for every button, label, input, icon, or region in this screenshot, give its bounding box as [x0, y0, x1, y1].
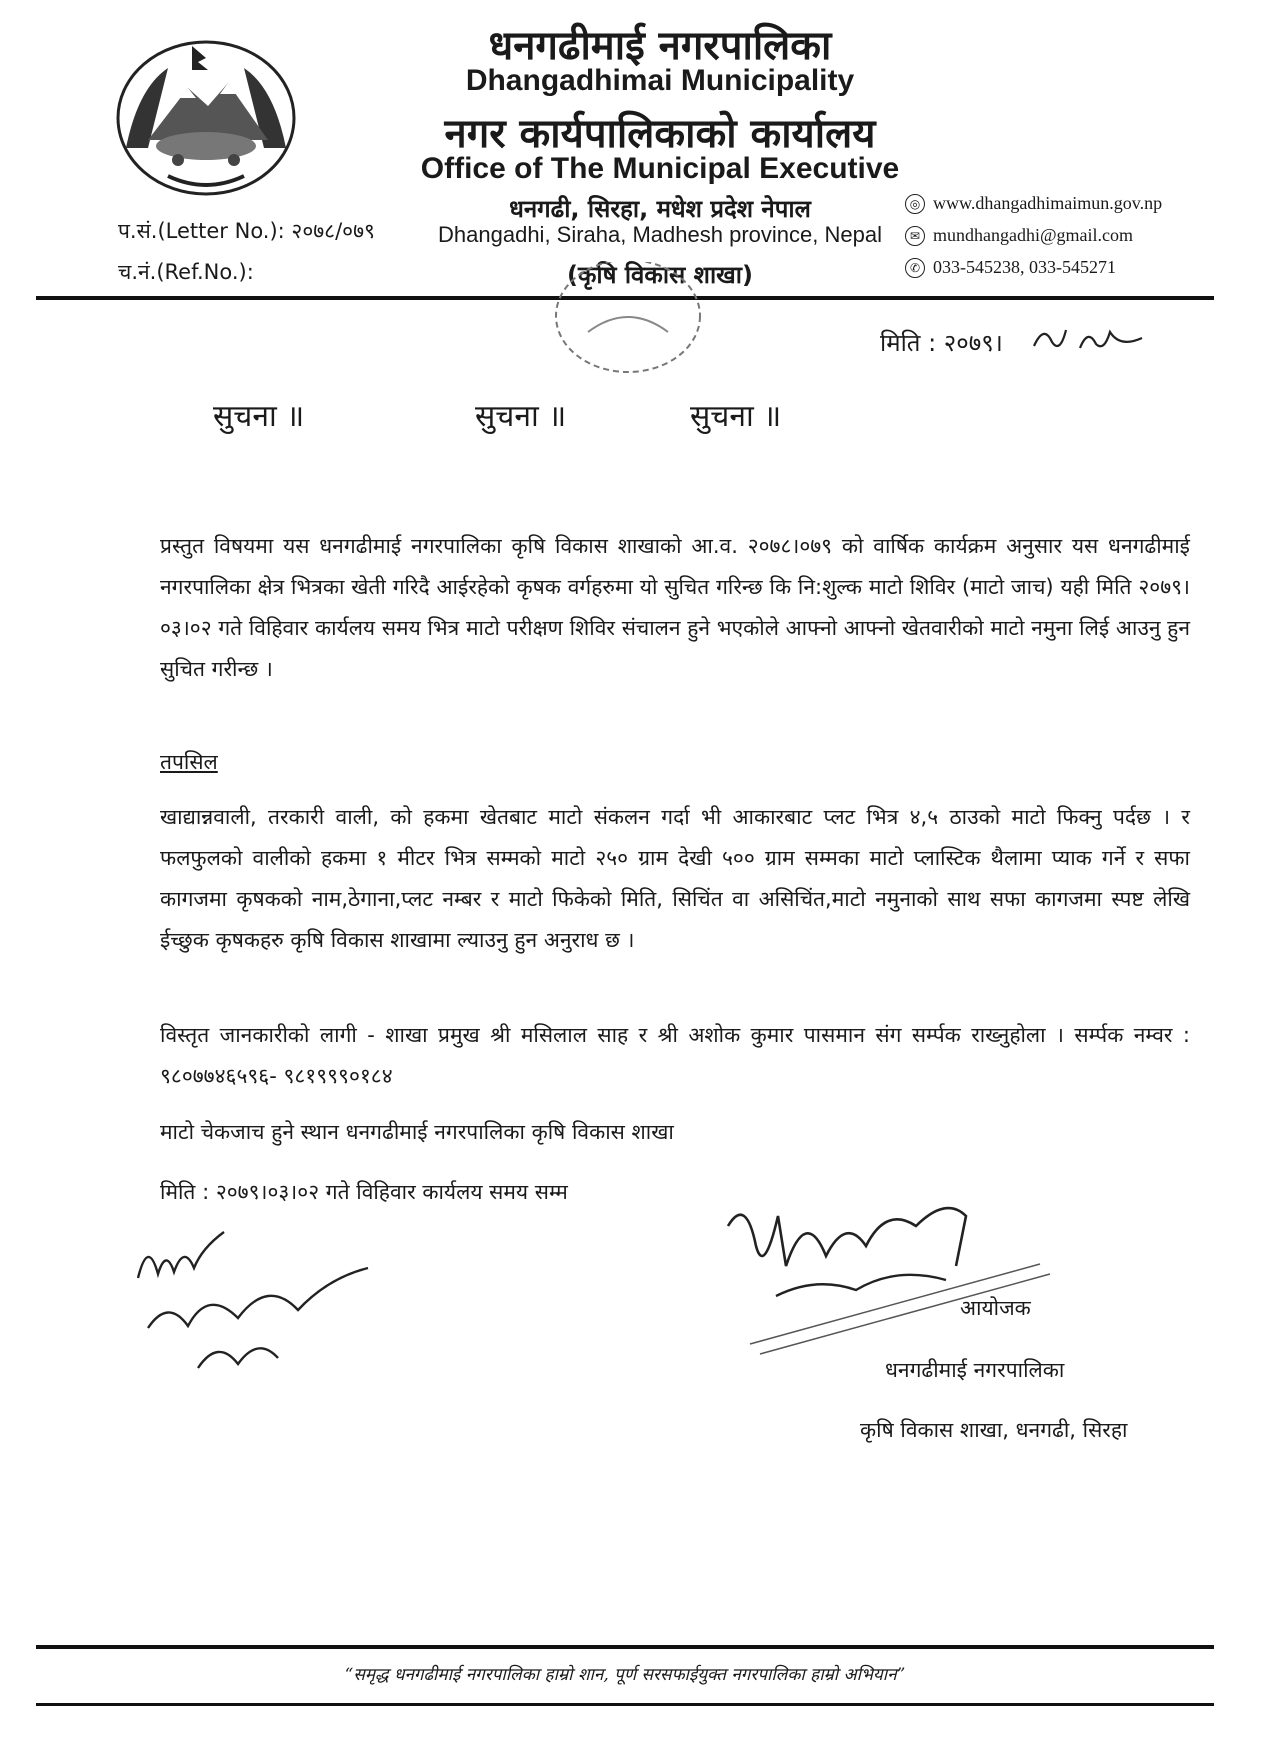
footer-divider-top — [36, 1645, 1214, 1649]
paragraph-intro: प्रस्तुत विषयमा यस धनगढीमाई नगरपालिका कृषि विकास शाखाको आ.व. २०७८।०७९ को वार्षिक कार्यक्रम अनुसार यस धनगढीमाई नगरपालिका क्षेत्र भित्रका खेती गरिदै आईरहेको कृषक वर्गहरुमा यो सुचित गरिन्छ कि नि:शुल्क माटो शिविर (माटो जाच) यही मिति २०७९।०३।०२ गते विहिवार कार्यलय समय भित्र माटो परीक्षण शिविर संचालन हुने भएकोले आफ्नो आफ्नो खेतवारीको माटो नमुना लिई आउनु हुन सुचित गरीन्छ । — [160, 534, 1190, 681]
footer-slogan: “समृद्ध धनगढीमाई नगरपालिका हाम्रो शान, पूर्ण सरसफाईयुक्त नगरपालिका हाम्रो अभियान” — [344, 1665, 906, 1685]
office-name-en: Office of The Municipal Executive — [420, 152, 900, 185]
municipality-name-en: Dhangadhimai Municipality — [465, 64, 855, 97]
venue-line: माटो चेकजाच हुने स्थान धनगढीमाई नगरपालिका कृषि विकास शाखा — [160, 1120, 674, 1144]
details-heading: तपसिल — [160, 750, 218, 774]
branch-title: (कृषि विकास शाखा) — [567, 261, 753, 289]
municipality-name-np: धनगढीमाई नगरपालिका — [488, 23, 832, 69]
reference-number: च.नं.(Ref.No.): — [118, 260, 254, 284]
website-row — [905, 193, 1162, 214]
office-name-np: नगर कार्यपालिकाको कार्यालय — [444, 111, 876, 157]
date-line: मिति : २०७९।०३।०२ गते विहिवार कार्यलय समय सम्म — [160, 1180, 568, 1204]
organizer-branch: कृषि विकास शाखा, धनगढी, सिरहा — [860, 1418, 1128, 1442]
paragraph-contact: विस्तृत जानकारीको लागी - शाखा प्रमुख श्री मसिलाल साह र श्री अशोक कुमार पासमान संग सर्म्पक राख्नुहोला । सर्म्पक नम्वर : ९८०७७४६५९६- ९८१९९९०१८४ — [160, 1023, 1190, 1088]
letter-number: प.सं.(Letter No.): २०७८/०७९ — [118, 219, 375, 243]
footer-divider-bottom — [36, 1703, 1214, 1706]
globe-icon: ◎ — [905, 194, 925, 214]
email-text: mundhangadhi@gmail.com — [933, 225, 1134, 245]
notice-heading-1: सुचना ॥ — [213, 399, 305, 434]
address-en: Dhangadhi, Siraha, Madhesh province, Nepal — [438, 222, 882, 247]
email-row — [905, 225, 1133, 246]
handwritten-note — [128, 1218, 428, 1388]
organizer-label: आयोजक — [960, 1296, 1031, 1320]
handwritten-date — [1030, 318, 1150, 358]
issue-date: मिति : २०७९। — [880, 329, 1003, 357]
organizer-municipality: धनगढीमाई नगरपालिका — [885, 1358, 1065, 1382]
phone-text: 033-545238, 033-545271 — [933, 257, 1116, 277]
paragraph-instructions: खाद्यान्नवाली, तरकारी वाली, को हकमा खेतबाट माटो संकलन गर्दा भी आकारबाट प्लट भित्र ४,५ ठाउको माटो फिक्नु पर्दछ । र फलफुलको वालीको हकमा १ मीटर भित्र सम्मको माटो २५० ग्राम देखी ५०० ग्राम सम्मका माटो प्लास्टिक थैलामा प्याक गर्ने र सफा कागजमा कृषकको नाम,ठेगाना,प्लट नम्बर र माटो फिकेको मिति, सिचिंत वा असिचिंत,माटो नमुनाको साथ सफा कागजमा स्पष्ट लेखि ईच्छुक कृषकहरु कृषि विकास शाखामा ल्याउनु हुन अनुराध छ । — [160, 805, 1190, 952]
nepal-emblem-icon — [108, 28, 304, 198]
mail-icon: ✉ — [905, 226, 925, 246]
notice-heading-3: सुचना ॥ — [690, 399, 782, 434]
phone-row — [905, 257, 1116, 278]
website-text: www.dhangadhimaimun.gov.np — [933, 193, 1163, 213]
address-np: धनगढी, सिरहा, मधेश प्रदेश नेपाल — [509, 195, 811, 223]
phone-icon: ✆ — [905, 258, 925, 278]
office-stamp — [548, 262, 708, 382]
notice-heading-2: सुचना ॥ — [475, 399, 567, 434]
